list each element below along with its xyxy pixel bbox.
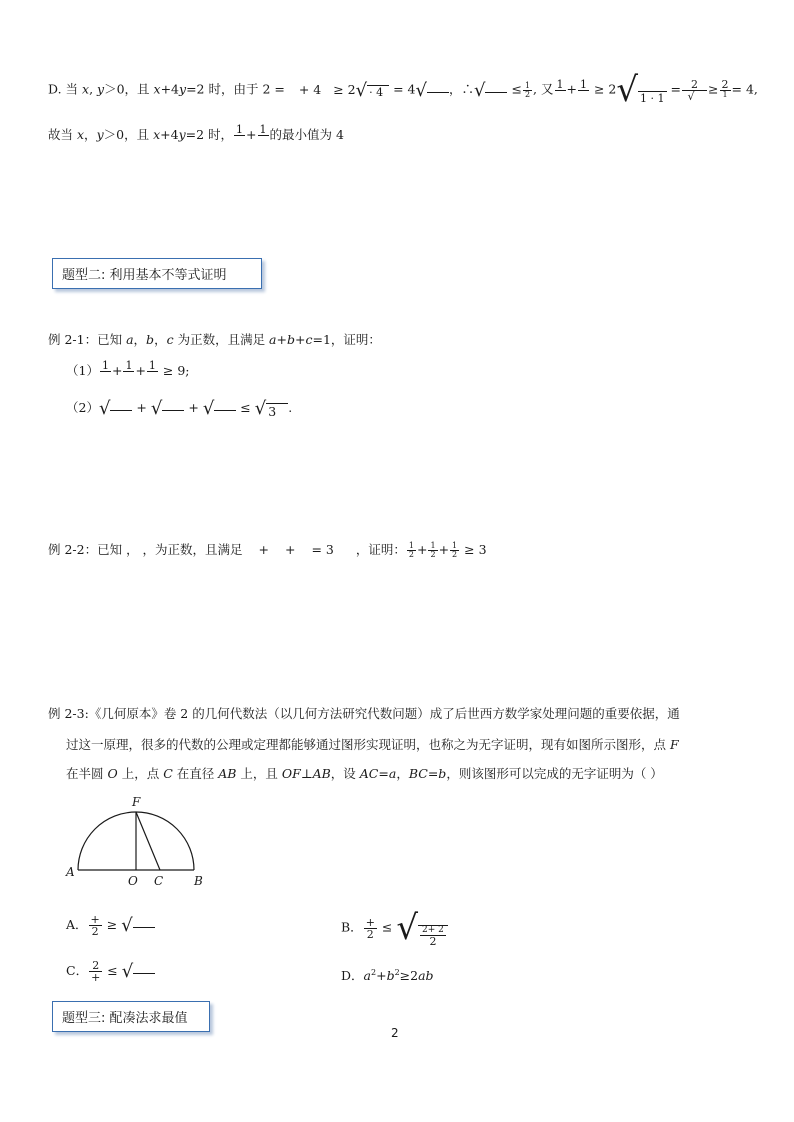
sqrt-symbol: √ 3 bbox=[255, 398, 288, 419]
example-2-1-part-1: （1） 1 + 1 + 1 ≥ 9; bbox=[66, 360, 190, 383]
fraction: 1 bbox=[100, 360, 111, 383]
fraction: $\frac{2}{√}$ bbox=[684, 77, 706, 103]
fraction: 1 bbox=[555, 79, 566, 102]
fraction-half: $\frac{1}{2}$ bbox=[524, 80, 531, 99]
option-b[interactable]: B． $\frac{+}{2}$ ≤ √ $\frac{2+ 2}{2}$ bbox=[341, 908, 448, 948]
sqrt-symbol: √ $\frac{2+ 2}{2}$ bbox=[396, 908, 448, 948]
option-d[interactable]: D．$a^2+b^2\ge 2ab$ bbox=[341, 967, 434, 983]
fraction: $\frac{1}{2}$ bbox=[452, 541, 458, 559]
option-a[interactable]: A． $\frac{+}{2}$ ≥ √ bbox=[66, 914, 155, 937]
label-b: B bbox=[194, 874, 203, 888]
fraction: $\frac{1}{2}$ bbox=[430, 541, 436, 559]
sqrt-symbol: √ bbox=[151, 398, 184, 419]
segment-fc bbox=[136, 812, 160, 870]
sqrt-symbol: √ 1 · 1 bbox=[616, 70, 665, 110]
fraction: 1 bbox=[234, 124, 245, 147]
sqrt-symbol: √ bbox=[474, 80, 507, 101]
page-number: 2 bbox=[391, 1026, 399, 1040]
semicircle-figure bbox=[62, 790, 222, 890]
label-f: F bbox=[132, 795, 141, 809]
fraction: 1 bbox=[258, 124, 269, 147]
example-2-1-part-2: （2）√ + √ + √ ≤ √ 3 . bbox=[66, 398, 293, 419]
fraction: $\frac{+}{2}$ bbox=[365, 915, 375, 941]
example-2-1-statement: 例 2-1：已知 a，b，c 为正数，且满足 a+b+c=1，证明： bbox=[48, 332, 381, 347]
sqrt-symbol: √ bbox=[122, 961, 155, 982]
example-2-3-line-1: 例 2-3:《几何原本》卷 2 的几何代数法（以几何方法研究代数问题）成了后世西方数学家处理问题的重要依据，通 bbox=[48, 706, 680, 721]
fraction: 1 bbox=[147, 360, 158, 383]
section-heading-type-3: 题型三: 配凑法求最值 bbox=[52, 1001, 210, 1032]
label-o: O bbox=[128, 874, 138, 888]
conclusion-line: 故当 x，y＞0，且 x+4y=2 时， 1 + 1 的最小值为 4 bbox=[48, 124, 344, 147]
fraction: 1 bbox=[578, 79, 589, 102]
option-c[interactable]: C． $\frac{2}{+}$ ≤ √ bbox=[66, 960, 155, 983]
label-c: C bbox=[154, 874, 164, 888]
sqrt-symbol: √ bbox=[121, 915, 154, 936]
example-2-2-statement: 例 2-2：已知 ， ，为正数，且满足 + + = 3 ，证明： $\frac{1}{2}$ + $\frac{1}{2}$ + $\frac{1}{2}$ ≥ 3 bbox=[48, 541, 487, 559]
fraction: $\frac{2}{+}$ bbox=[91, 959, 101, 984]
example-2-3-line-3: 在半圆 O 上，点 C 在直径 AB 上，且 OF⊥AB，设 AC=a，BC=b，则该图形可以完成的无字证明为（ ） bbox=[66, 766, 663, 781]
fraction: 1 bbox=[123, 360, 134, 383]
example-2-3-line-2: 过这一原理，很多的代数的公理或定理都能够通过图形实现证明，也称之为无字证明，现有如图所示图形，点 F bbox=[66, 737, 679, 752]
sqrt-symbol: √ bbox=[203, 398, 236, 419]
sqrt-symbol: √ bbox=[99, 398, 132, 419]
label-a: A bbox=[66, 865, 75, 879]
option-d-derivation: D. 当 x, y＞0，且 x+4y=2 时，由于 2 = + 4 ≥ 2√ · 4 = 4√ ，∴√ ≤ $\frac{1}{2}$ , 又 1 + 1 ≥ 2√ 1 · 1 = $\frac{2}{√}$ ≥ $\frac{2}{1}$ = 4, bbox=[48, 70, 758, 110]
fraction: $\frac{2}{1}$ bbox=[720, 79, 731, 102]
fraction: $\frac{+}{2}$ bbox=[90, 913, 100, 938]
section-heading-type-2: 题型二: 利用基本不等式证明 bbox=[52, 258, 262, 289]
sqrt-symbol: √ bbox=[416, 80, 449, 101]
sqrt-symbol: √ · 4 bbox=[356, 80, 389, 101]
fraction: $\frac{1}{2}$ bbox=[408, 541, 414, 559]
